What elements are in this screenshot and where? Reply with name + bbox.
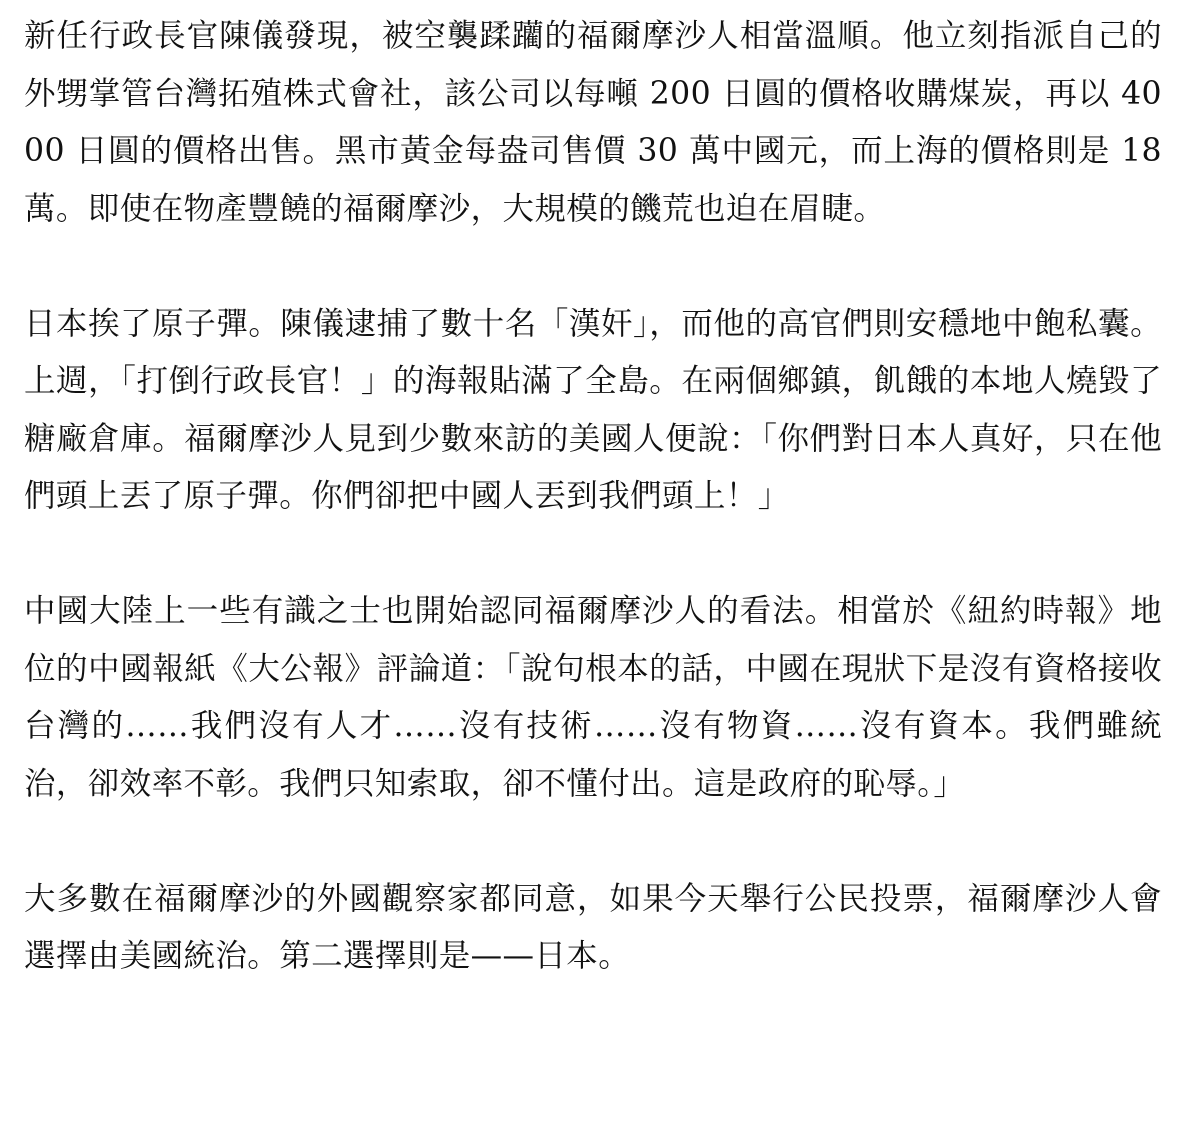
paragraph-foreign-observers: 大多數在福爾摩沙的外國觀察家都同意，如果今天舉行公民投票，福爾摩沙人會選擇由美國統治。第二選擇則是——日本。: [24, 880, 1162, 974]
paragraph-ta-kung-pao: 中國大陸上一些有識之士也開始認同福爾摩沙人的看法。相當於《紐約時報》地位的中國報紙《大公報》評論道：「說句根本的話，中國在現狀下是沒有資格接收台灣的……我們沒有人才……沒有技術……沒有物資……沒有資本。我們雖統治，卻效率不彰。我們只知索取，卻不懂付出。這是政府的恥辱。」: [24, 593, 1162, 802]
paragraph-chen-yi-appointment: 新任行政長官陳儀發現，被空襲蹂躪的福爾摩沙人相當溫順。他立刻指派自己的外甥掌管台灣拓殖株式會社，該公司以每噸 200 日圓的價格收購煤炭，再以 4000 日圓的價格出售。黑市黃金每盎司售價 30 萬中國元，而上海的價格則是 18 萬。即使在物產豐饒的福爾摩沙，大規模的饑荒也迫在眉睫。: [24, 18, 1162, 227]
paragraph-atomic-bomb: 日本挨了原子彈。陳儀逮捕了數十名「漢奸」，而他的高官們則安穩地中飽私囊。上週，「打倒行政長官！」的海報貼滿了全島。在兩個鄉鎮，飢餓的本地人燒毀了糖廠倉庫。福爾摩沙人見到少數來訪的美國人便說：「你們對日本人真好，只在他們頭上丟了原子彈。你們卻把中國人丟到我們頭上！」: [24, 305, 1162, 514]
